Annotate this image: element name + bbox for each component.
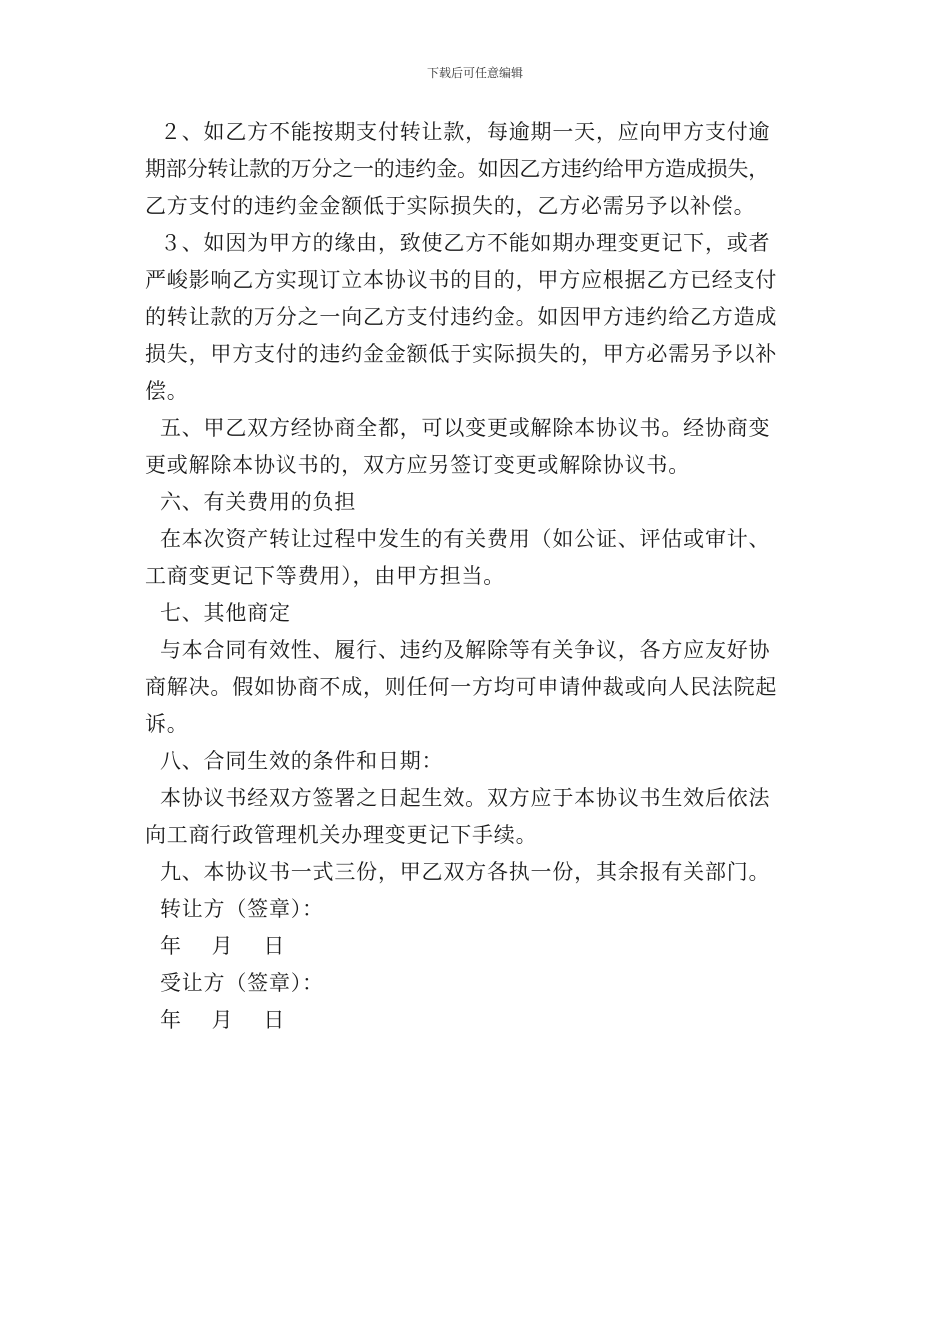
section-heading: 八、合同生效的条件和日期： [145, 749, 444, 773]
section-heading: 六、有关费用的负担 [145, 490, 357, 514]
text-line: 诉。 [145, 712, 189, 736]
section-heading: 七、其他商定 [145, 601, 291, 625]
text-line: 商解决。假如协商不成，则任何一方均可申请仲裁或向人民法院起 [145, 675, 778, 699]
text-line: 损失，甲方支付的违约金金额低于实际损失的，甲方必需另予以补 [145, 342, 778, 366]
transferee-signature-label: 受让方（签章）： [145, 971, 324, 995]
transferee-date-line: 年 月 日 [145, 1008, 286, 1032]
text-line: 在本次资产转让过程中发生的有关费用（如公证、评估或审计、 [145, 527, 771, 551]
text-line: 工商变更记下等费用），由甲方担当。 [145, 564, 506, 588]
text-line: 更或解除本协议书的，双方应另签订变更或解除协议书。 [145, 453, 690, 477]
transferor-date-line: 年 月 日 [145, 934, 286, 958]
text-line: 本协议书经双方签署之日起生效。双方应于本协议书生效后依法 [145, 786, 771, 810]
document-body [145, 114, 815, 1039]
text-line: ３、如因为甲方的缘由，致使乙方不能如期办理变更记下，或者 [145, 231, 771, 255]
text-line: 期部分转让款的万分之一的违约金。如因乙方违约给甲方造成损失， [145, 157, 769, 181]
text-line: 严峻影响乙方实现订立本协议书的目的，甲方应根据乙方已经支付 [145, 268, 778, 292]
text-line: 五、甲乙双方经协商全都，可以变更或解除本协议书。经协商变 [145, 416, 771, 440]
text-line: 与本合同有效性、履行、违约及解除等有关争议，各方应友好协 [145, 638, 771, 662]
section-heading: 九、本协议书一式三份，甲乙双方各执一份，其余报有关部门。 [145, 860, 771, 884]
text-line: 偿。 [145, 379, 189, 403]
text-line: 向工商行政管理机关办理变更记下手续。 [145, 823, 538, 847]
text-line: 的转让款的万分之一向乙方支付违约金。如因甲方违约给乙方造成 [145, 305, 778, 329]
download-note-header: 下载后可任意编辑 [426, 66, 523, 80]
transferor-signature-label: 转让方（签章）： [145, 897, 324, 921]
text-line: ２、如乙方不能按期支付转让款，每逾期一天，应向甲方支付逾 [145, 120, 771, 144]
text-line: 乙方支付的违约金金额低于实际损失的，乙方必需另予以补偿。 [145, 194, 756, 218]
